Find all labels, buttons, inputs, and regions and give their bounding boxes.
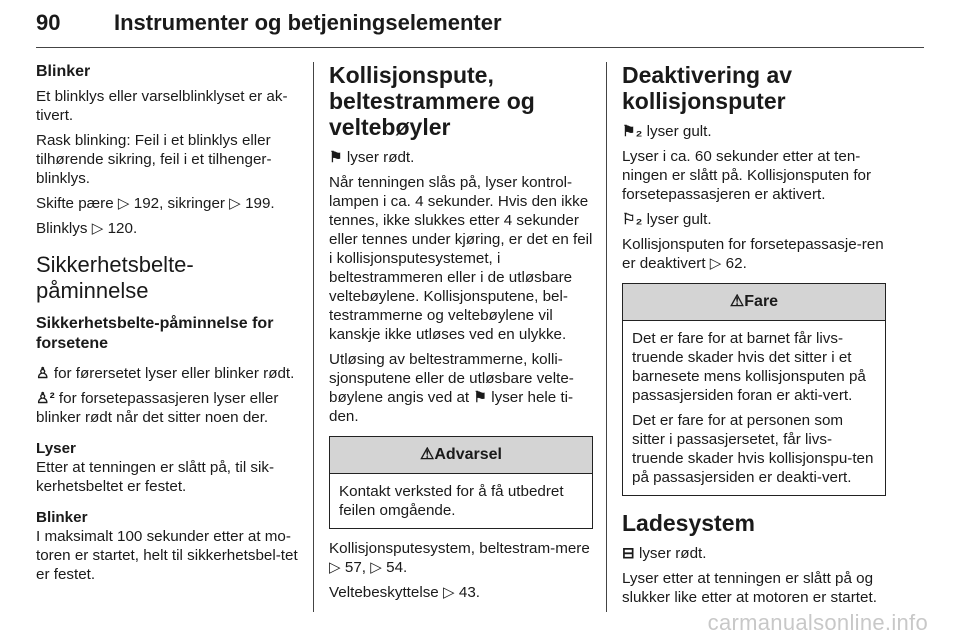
paragraph: Lyser i ca. 60 sekunder etter at ten-ningen er slått på. Kollisjonsputen for forsetepassasjeren er aktivert. xyxy=(622,148,872,203)
airbag-icon: ⚑ xyxy=(329,149,343,166)
column-1 xyxy=(36,62,300,590)
section-heading: Deaktivering av kollisjonsputer xyxy=(622,62,793,114)
airbag-off-icon: ⚐₂ xyxy=(622,211,643,228)
paragraph: ⊟ lyser rødt. xyxy=(622,545,707,562)
lyser-label: Lyser xyxy=(36,440,76,457)
warning-box-title: ⚠Advarsel xyxy=(330,437,592,474)
blinker-heading: Blinker xyxy=(36,63,91,80)
paragraph: ⚑ lyser rødt. xyxy=(329,149,415,166)
paragraph: Utløsing av beltestrammerne, kolli-sjonsputene eller de utløsbare velte-bøylene angis ved at ⚑ lyser hele ti-den. xyxy=(329,351,574,425)
paragraph: Rask blinking: Feil i et blinklys eller tilhørende sikring, feil i et tilhenger-blinklys. xyxy=(36,132,272,187)
page-header xyxy=(36,8,924,48)
cross-reference[interactable]: Blinklys ▷ 120. xyxy=(36,220,138,237)
paragraph: ♙² for forsetepassasjeren lyser eller blinker rødt når det sitter noen der. xyxy=(36,390,279,426)
page-title: Instrumenter og betjeningselementer xyxy=(114,10,502,35)
danger-text: Det er fare for at personen som sitter i passasjersetet, får livs-truende skader hvis kollisjonspu-ten på passasjersiden er deakti-vert. xyxy=(632,412,874,486)
warning-icon: ⚠ xyxy=(420,446,435,463)
cross-reference[interactable]: Kollisjonsputesystem, beltestram-mere ▷ 57, ▷ 54. xyxy=(329,540,590,576)
warning-text: Kontakt verksted for å få utbedret feilen omgående. xyxy=(339,483,564,519)
paragraph: ♙ for førersetet lyser eller blinker rødt. xyxy=(36,365,295,382)
column-divider xyxy=(606,62,607,612)
warning-icon: ⚠ xyxy=(729,293,745,310)
paragraph: Når tenningen slås på, lyser kontrol-lampen i ca. 4 sekunder. Hvis den ikke tennes, ikke slukkes etter 4 sekunder eller tennes under kjøring, er det en feil i kollisjonsputesystemet, i beltestrammeren eller i de utløsbare veltebøylene. Kollisjonsputene, bel-testrammerne og veltebøylene vil kanskje ikke utløses ved en ulykke. xyxy=(329,174,593,343)
section-heading: Kollisjonspute, beltestrammere og veltebøyler xyxy=(329,62,535,140)
airbag-icon: ⚑ xyxy=(473,389,487,406)
paragraph: Lyser etter at tenningen er slått på og slukker like etter at motoren er startet. xyxy=(622,570,877,606)
page-number: 90 xyxy=(36,10,61,35)
section-heading: Sikkerhetsbelte-påminnelse xyxy=(36,252,194,303)
danger-text: Det er fare for at barnet får livs-truende skader hvis det sitter i et barnesete mens kollisjonsputen på passasjersiden foran er akti-vert. xyxy=(632,330,866,404)
paragraph: Etter at tenningen er slått på, til sik-kerhetsbeltet er festet. xyxy=(36,459,275,495)
airbag-on-icon: ⚑₂ xyxy=(622,123,643,140)
cross-reference[interactable]: Skifte pære ▷ 192, sikringer ▷ 199. xyxy=(36,195,275,212)
section-heading: Ladesystem xyxy=(622,510,755,536)
paragraph: I maksimalt 100 sekunder etter at mo-toren er startet, helt til sikkerhetsbel-tet er festet. xyxy=(36,528,298,583)
paragraph: ⚑₂ lyser gult. xyxy=(622,123,712,140)
warning-box xyxy=(329,436,593,529)
sub-heading: Sikkerhetsbelte-påminnelse for forsetene xyxy=(36,315,274,352)
column-divider xyxy=(313,62,314,612)
watermark: carmanualsonline.info xyxy=(707,610,928,635)
seatbelt-passenger-icon: ♙² xyxy=(36,390,55,407)
blinker-label: Blinker xyxy=(36,509,88,526)
cross-reference[interactable]: Veltebeskyttelse ▷ 43. xyxy=(329,584,480,601)
danger-box-title: ⚠Fare xyxy=(623,284,885,321)
paragraph: ⚐₂ lyser gult. xyxy=(622,211,712,228)
seatbelt-icon: ♙ xyxy=(36,365,50,382)
column-2 xyxy=(329,62,593,608)
cross-reference[interactable]: Kollisjonsputen for forsetepassasje-ren er deaktivert ▷ 62. xyxy=(622,236,884,272)
column-3 xyxy=(622,62,886,613)
paragraph: Et blinklys eller varselblinklyset er ak-tivert. xyxy=(36,88,288,124)
danger-box xyxy=(622,283,886,496)
battery-icon: ⊟ xyxy=(622,545,635,562)
